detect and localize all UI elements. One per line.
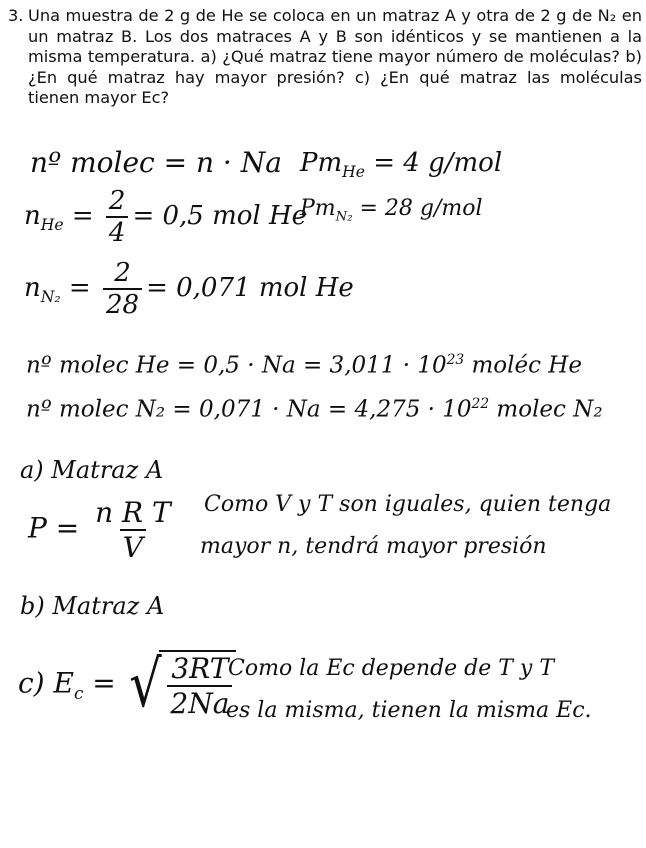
moles-n2-sub: N₂ — [40, 288, 61, 307]
answer-a-text: a) Matraz A — [20, 456, 164, 484]
comment-a-line2 — [200, 534, 547, 559]
pressure-numerator: n R T — [95, 496, 171, 529]
moles-he-denominator: 4 — [106, 216, 129, 248]
comment-a-line1 — [204, 492, 611, 517]
pressure-formula — [28, 496, 178, 564]
sqrt-expression — [125, 650, 237, 720]
moles-he-sub: He — [40, 216, 64, 235]
moles-n2 — [24, 258, 354, 320]
answer-b-text: b) Matraz A — [20, 592, 165, 620]
moles-he-equals: = — [63, 201, 102, 231]
molar-mass-n2-sub: N₂ — [335, 209, 353, 225]
moles-he-n: n — [24, 201, 41, 231]
pressure-fraction — [92, 496, 174, 564]
molec-formula — [30, 146, 282, 179]
moles-he-result: = 0,5 mol He — [132, 201, 308, 231]
sqrt-content — [159, 650, 236, 720]
problem-number: 3. — [8, 6, 24, 25]
comment-a-line2-text: mayor n, tendrá mayor presión — [200, 534, 547, 559]
moles-n2-result: = 0,071 mol He — [146, 273, 354, 303]
molecules-n2 — [26, 396, 603, 423]
molecules-he-text: nº molec He = 0,5 · Na = 3,011 · 10 — [26, 352, 447, 379]
molecules-n2-text: nº molec N₂ = 0,071 · Na = 4,275 · 10 — [26, 396, 472, 423]
answer-c-sub: c — [73, 683, 84, 704]
sqrt-icon: √ — [128, 648, 162, 722]
molar-mass-he-label: Pm — [300, 148, 343, 178]
molar-mass-he-sub: He — [342, 163, 365, 182]
comment-c-line2-text: es la misma, tienen la misma Ec. — [226, 698, 592, 723]
moles-he — [24, 186, 307, 248]
sqrt-numerator: 3RT — [171, 652, 229, 685]
molec-formula-text: nº molec = n · Na — [30, 146, 282, 179]
moles-he-fraction — [106, 186, 129, 248]
molecules-n2-exponent: 22 — [471, 396, 490, 412]
problem-statement — [8, 6, 642, 109]
comment-a-line1-text: Como V y T son iguales, quien tenga — [204, 492, 612, 517]
answer-b — [20, 592, 164, 620]
moles-n2-fraction — [103, 258, 142, 320]
moles-he-numerator: 2 — [108, 186, 126, 216]
pressure-denominator: V — [120, 529, 146, 564]
molar-mass-n2-value: = 28 g/mol — [352, 196, 483, 221]
moles-n2-n: n — [24, 273, 41, 303]
molecules-he — [26, 352, 582, 379]
answer-c-e: c) E — [18, 666, 74, 700]
moles-n2-numerator: 2 — [114, 258, 131, 288]
comment-c-line1-text: Como la Ec depende de T y T — [228, 656, 555, 681]
sqrt-denominator: 2Na — [167, 685, 232, 720]
comment-c-line2 — [226, 698, 592, 723]
kinetic-energy-formula — [18, 650, 236, 720]
molar-mass-he — [300, 148, 502, 181]
molecules-n2-unit: molec N₂ — [489, 396, 603, 423]
sqrt-fraction — [167, 652, 232, 720]
pressure-p: P = — [28, 511, 89, 545]
molecules-he-unit: moléc He — [464, 352, 582, 379]
answer-a — [20, 456, 163, 484]
moles-n2-denominator: 28 — [103, 288, 142, 320]
comment-c-line1 — [228, 656, 554, 681]
problem-text: Una muestra de 2 g de He se coloca en un matraz A y otra de 2 g de N₂ en un matraz B. Los dos matraces A y B son idénticos y se mantienen a la misma temperatura. a) ¿Qué matraz tiene mayor número de moléculas? b) ¿En qué matraz hay mayor presión? c) ¿En qué matraz las moléculas tienen mayor Ec? — [28, 6, 642, 107]
answer-c-equals: = — [83, 666, 125, 700]
molar-mass-he-value: = 4 g/mol — [364, 148, 503, 178]
moles-n2-equals: = — [60, 273, 99, 303]
molecules-he-exponent: 23 — [446, 352, 465, 368]
molar-mass-n2-label: Pm — [300, 196, 336, 221]
molar-mass-n2 — [300, 196, 483, 224]
